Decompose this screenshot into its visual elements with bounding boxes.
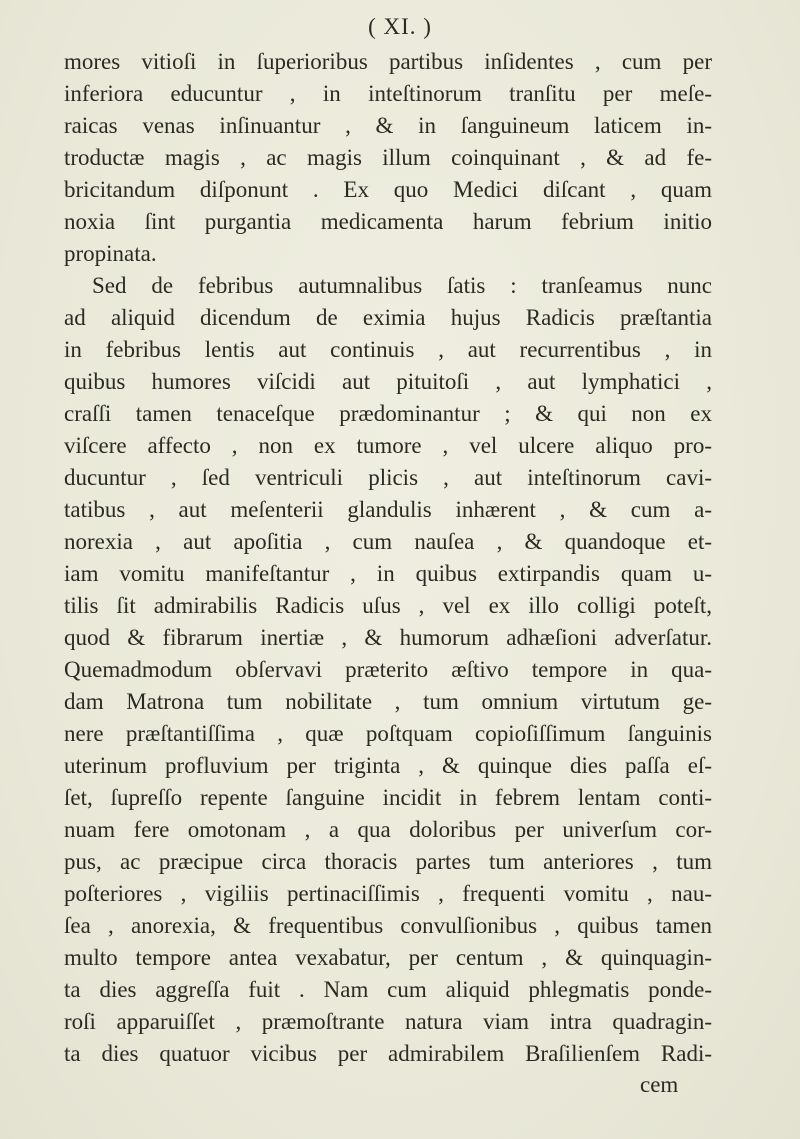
text-line: troductæ magis , ac magis illum coinquinant , & ad fe- bbox=[64, 145, 712, 170]
text-line: mores vitioſi in ſuperioribus partibus inſidentes , cum per bbox=[64, 49, 712, 74]
text-line: Sed de febribus autumnalibus ſatis : tranſeamus nunc bbox=[92, 273, 712, 298]
text-line: nere præſtantiſſima , quæ poſtquam copioſiſſimum ſanguinis bbox=[64, 721, 712, 746]
text-line: Quemadmodum obſervavi præterito æſtivo tempore in qua- bbox=[64, 657, 712, 682]
catchword: cem bbox=[640, 1072, 679, 1097]
text-line: noxia ſint purgantia medicamenta harum febrium initio bbox=[64, 209, 712, 234]
text-line: norexia , aut apoſitia , cum nauſea , & quandoque et- bbox=[64, 529, 712, 554]
text-line: raicas venas inſinuantur , & in ſanguineum laticem in- bbox=[64, 113, 712, 138]
text-line: nuam fere omotonam , a qua doloribus per univerſum cor- bbox=[64, 817, 712, 842]
text-line: dam Matrona tum nobilitate , tum omnium virtutum ge- bbox=[64, 689, 712, 714]
text-line: uterinum profluvium per triginta , & quinque dies paſſa eſ- bbox=[64, 753, 712, 778]
text-line: ſet, ſupreſſo repente ſanguine incidit in febrem lentam conti- bbox=[64, 785, 712, 810]
text-line: bricitandum diſponunt . Ex quo Medici diſcant , quam bbox=[64, 177, 712, 202]
text-line: in febribus lentis aut continuis , aut recurrentibus , in bbox=[64, 337, 712, 362]
text-line: pus, ac præcipue circa thoracis partes tum anteriores , tum bbox=[64, 849, 712, 874]
text-line: quod & fibrarum inertiæ , & humorum adhæſioni adverſatur. bbox=[64, 625, 712, 650]
page-number: ( XI. ) bbox=[368, 14, 432, 39]
text-line: roſi apparuiſſet , præmoſtrante natura viam intra quadragin- bbox=[64, 1009, 712, 1034]
text-line: ta dies aggreſſa fuit . Nam cum aliquid phlegmatis ponde- bbox=[64, 977, 712, 1002]
text-line: quibus humores viſcidi aut pituitoſi , aut lymphatici , bbox=[64, 369, 712, 394]
text-line: poſteriores , vigiliis pertinaciſſimis , frequenti vomitu , nau- bbox=[64, 881, 712, 906]
text-line: iam vomitu manifeſtantur , in quibus extirpandis quam u- bbox=[64, 561, 712, 586]
text-line: ducuntur , ſed ventriculi plicis , aut inteſtinorum cavi- bbox=[64, 465, 712, 490]
text-line: propinata. bbox=[64, 241, 157, 266]
text-line: ſea , anorexia, & frequentibus convulſionibus , quibus tamen bbox=[64, 913, 712, 938]
text-line: viſcere affecto , non ex tumore , vel ulcere aliquo pro- bbox=[64, 433, 712, 458]
text-line: tilis ſit admirabilis Radicis uſus , vel ex illo colligi poteſt, bbox=[64, 593, 712, 618]
text-line: craſſi tamen tenaceſque prædominantur ; & qui non ex bbox=[64, 401, 712, 426]
text-line: tatibus , aut meſenterii glandulis inhærent , & cum a- bbox=[64, 497, 712, 522]
body-text bbox=[64, 46, 712, 1070]
text-line: multo tempore antea vexabatur, per centum , & quinquagin- bbox=[64, 945, 712, 970]
text-line: inferiora educuntur , in inteſtinorum tranſitu per meſe- bbox=[64, 81, 712, 106]
text-line: ta dies quatuor vicibus per admirabilem Braſilienſem Radi- bbox=[64, 1041, 712, 1066]
text-line: ad aliquid dicendum de eximia hujus Radicis præſtantia bbox=[64, 305, 712, 330]
